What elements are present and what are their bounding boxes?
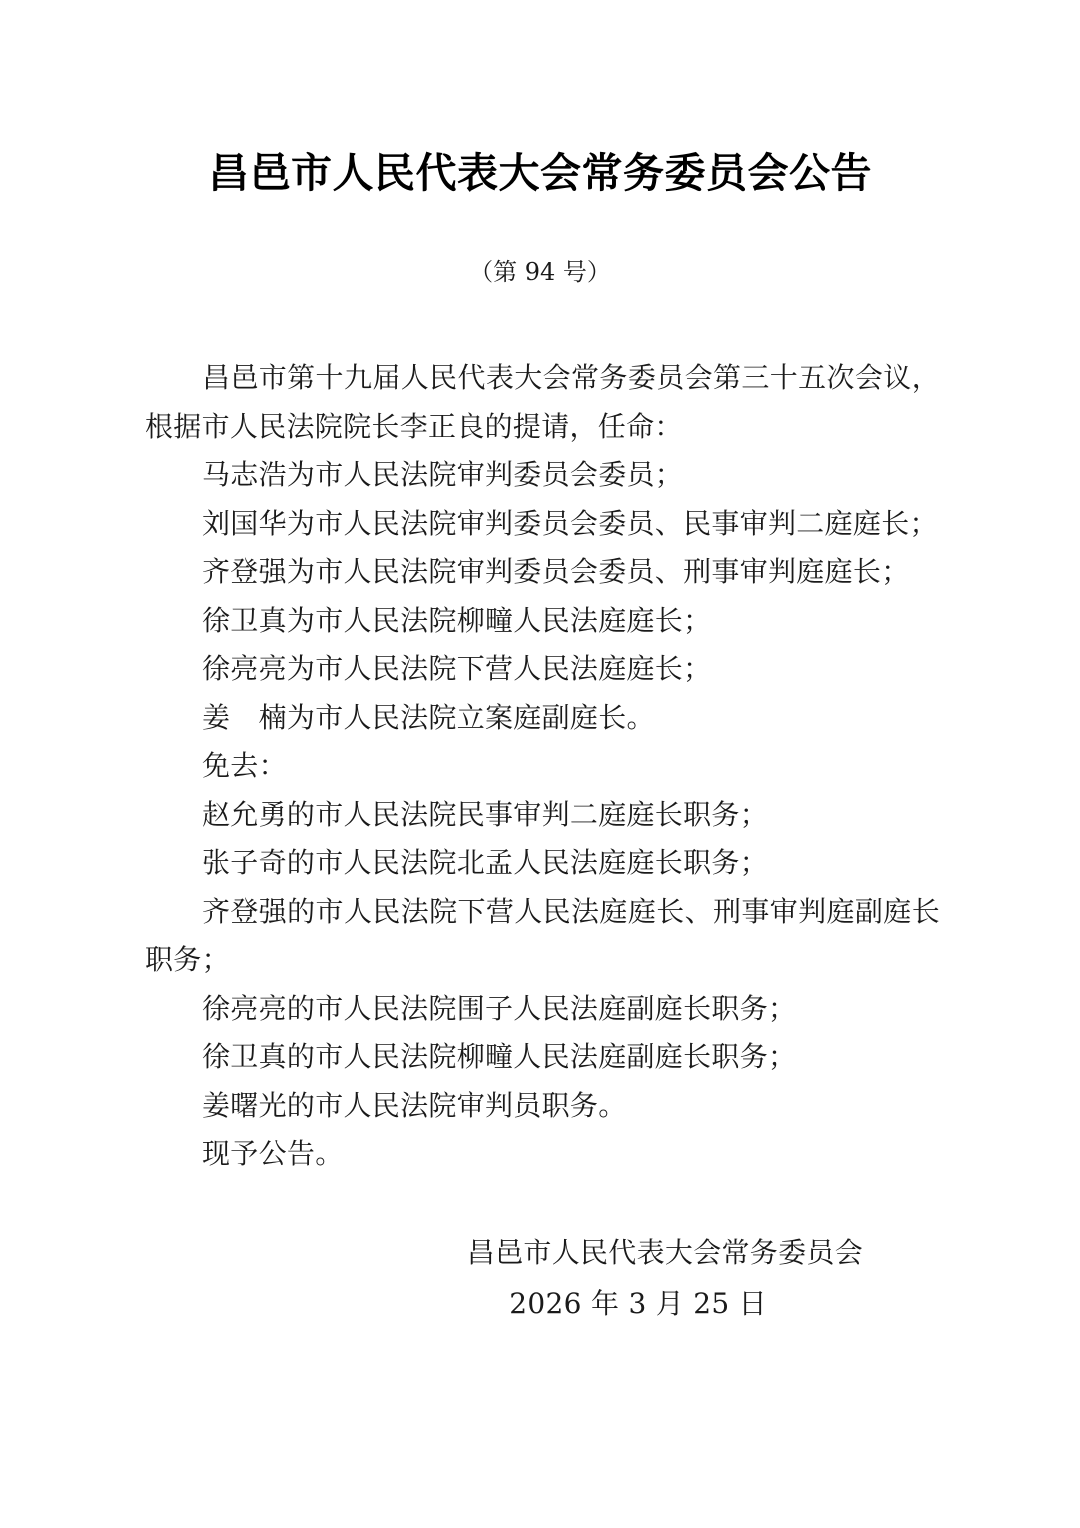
document-body [145, 354, 940, 1179]
body-paragraph: 徐卫真的市人民法院柳疃人民法庭副庭长职务； [202, 1040, 797, 1073]
date-line: 2026 年 3 月 25 日 [509, 1287, 767, 1320]
body-paragraph: 马志浩为市人民法院审判委员会委员； [202, 458, 684, 491]
body-paragraph: 姜曙光的市人民法院审判员职务。 [202, 1088, 627, 1122]
body-paragraph: 徐亮亮的市人民法院围子人民法庭副庭长职务； [202, 991, 797, 1025]
body-paragraph: 免去： [202, 749, 287, 782]
body-paragraph: 齐登强为市人民法院审判委员会委员、刑事审判庭庭长； [202, 555, 910, 588]
body-paragraph: 姜 楠为市人民法院立案庭副庭长。 [202, 700, 655, 734]
body-paragraph: 徐卫真为市人民法院柳疃人民法庭庭长； [202, 603, 712, 637]
document-number: （第 94 号） [469, 258, 611, 286]
document-title: 昌邑市人民代表大会常务委员会公告 [208, 149, 872, 197]
body-paragraph: 徐亮亮为市人民法院下营人民法庭庭长； [202, 652, 712, 685]
body-paragraph: 刘国华为市人民法院审判委员会委员、民事审判二庭庭长； [202, 506, 938, 540]
body-paragraph: 赵允勇的市人民法院民事审判二庭庭长职务； [202, 797, 769, 831]
body-paragraph: 昌邑市第十九届人民代表大会常务委员会第三十五次会议，根据市人民法院院长李正良的提请，任命： [145, 361, 940, 443]
body-paragraph: 现予公告。 [202, 1137, 344, 1170]
signature-line: 昌邑市人民代表大会常务委员会 [466, 1236, 863, 1269]
body-paragraph: 齐登强的市人民法院下营人民法庭庭长、刑事审判庭副庭长职务； [145, 894, 940, 976]
body-paragraph: 张子奇的市人民法院北孟人民法庭庭长职务； [202, 846, 769, 879]
